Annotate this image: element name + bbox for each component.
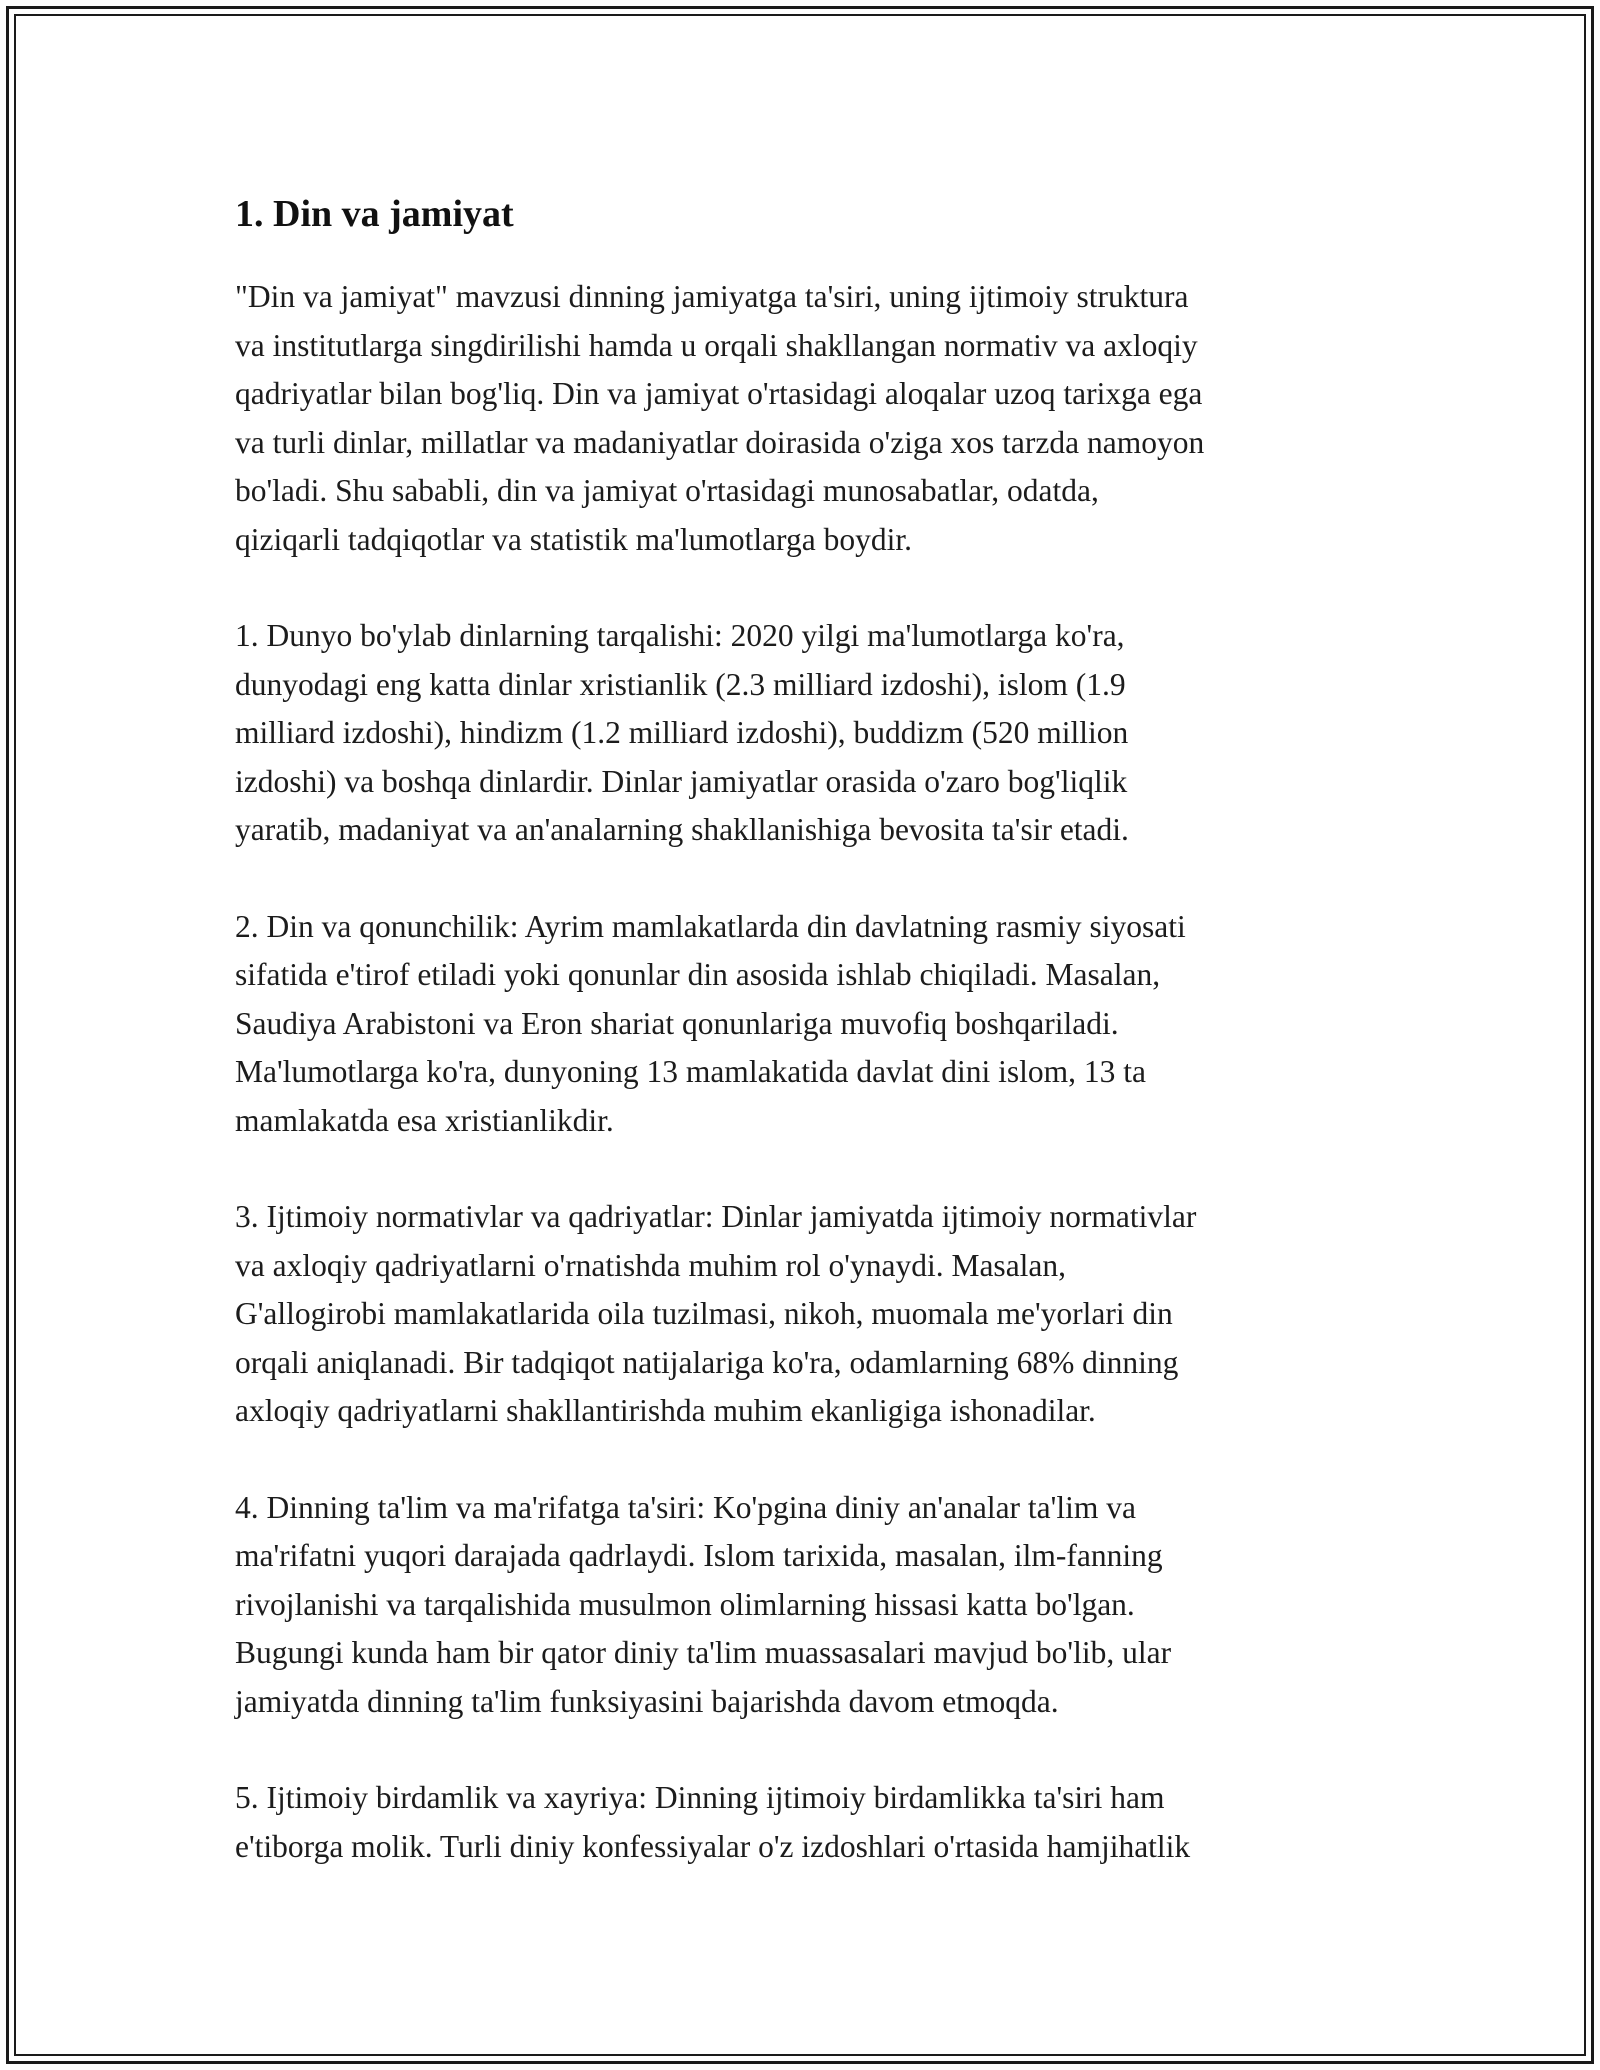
paragraph-education: 4. Dinning ta'lim va ma'rifatga ta'siri: Ko'pgina diniy an'analar ta'lim va ma'rifatni yuqori darajada qadrlaydi. Islom tarixida, masalan, ilm-fanning rivojlanishi va tarqalishida musulmon olimlarning hissasi katta bo'lgan. Bugungi kunda ham bir qator diniy ta'lim muassasalari mavjud bo'lib, ular jamiyatda dinning ta'lim funksiyasini bajarishda davom etmoqda. xyxy=(235,1489,1172,1719)
document-body xyxy=(235,185,1375,1871)
intro-paragraph: "Din va jamiyat" mavzusi dinning jamiyatga ta'siri, uning ijtimoiy struktura va institutlarga singdirilishi hamda u orqali shakllangan normativ va axloqiy qadriyatlar bilan bog'liq. Din va jamiyat o'rtasidagi aloqalar uzoq tarixga ega va turli dinlar, millatlar va madaniyatlar doirasida o'ziga xos tarzda namoyon bo'ladi. Shu sababli, din va jamiyat o'rtasidagi munosabatlar, odatda, qiziqarli tadqiqotlar va statistik ma'lumotlarga boydir. xyxy=(235,279,1205,557)
paragraph-religion-distribution: 1. Dunyo bo'ylab dinlarning tarqalishi: 2020 yilgi ma'lumotlarga ko'ra, dunyodagi eng katta dinlar xristianlik (2.3 milliard izdoshi), islom (1.9 milliard izdoshi), hindizm (1.2 milliard izdoshi), buddizm (520 million izdoshi) va boshqa dinlardir. Dinlar jamiyatlar orasida o'zaro bog'liqlik yaratib, madaniyat va an'analarning shakllanishiga bevosita ta'sir etadi. xyxy=(235,618,1129,847)
paragraph-religion-and-law: 2. Din va qonunchilik: Ayrim mamlakatlarda din davlatning rasmiy siyosati sifatida e'tirof etiladi yoki qonunlar din asosida ishlab chiqiladi. Masalan, Saudiya Arabistoni va Eron shariat qonunlariga muvofiq boshqariladi. Ma'lumotlarga ko'ra, dunyoning 13 mamlakatida davlat dini islom, 13 ta mamlakatda esa xristianlikdir. xyxy=(235,908,1186,1138)
paragraph-social-solidarity: 5. Ijtimoiy birdamlik va xayriya: Dinning ijtimoiy birdamlikka ta'siri ham e'tiborga molik. Turli diniy konfessiyalar o'z izdoshlari o'rtasida hamjihatlik xyxy=(235,1780,1191,1864)
section-heading: 1. Din va jamiyat xyxy=(235,193,514,235)
paragraph-social-norms: 3. Ijtimoiy normativlar va qadriyatlar: Dinlar jamiyatda ijtimoiy normativlar va axloqiy qadriyatlarni o'rnatishda muhim rol o'ynaydi. Masalan, G'allogirobi mamlakatlarida oila tuzilmasi, nikoh, muomala me'yorlari din orqali aniqlanadi. Bir tadqiqot natijalariga ko'ra, odamlarning 68% dinning axloqiy qadriyatlarni shakllantirishda muhim ekanligiga ishonadilar. xyxy=(235,1199,1197,1428)
